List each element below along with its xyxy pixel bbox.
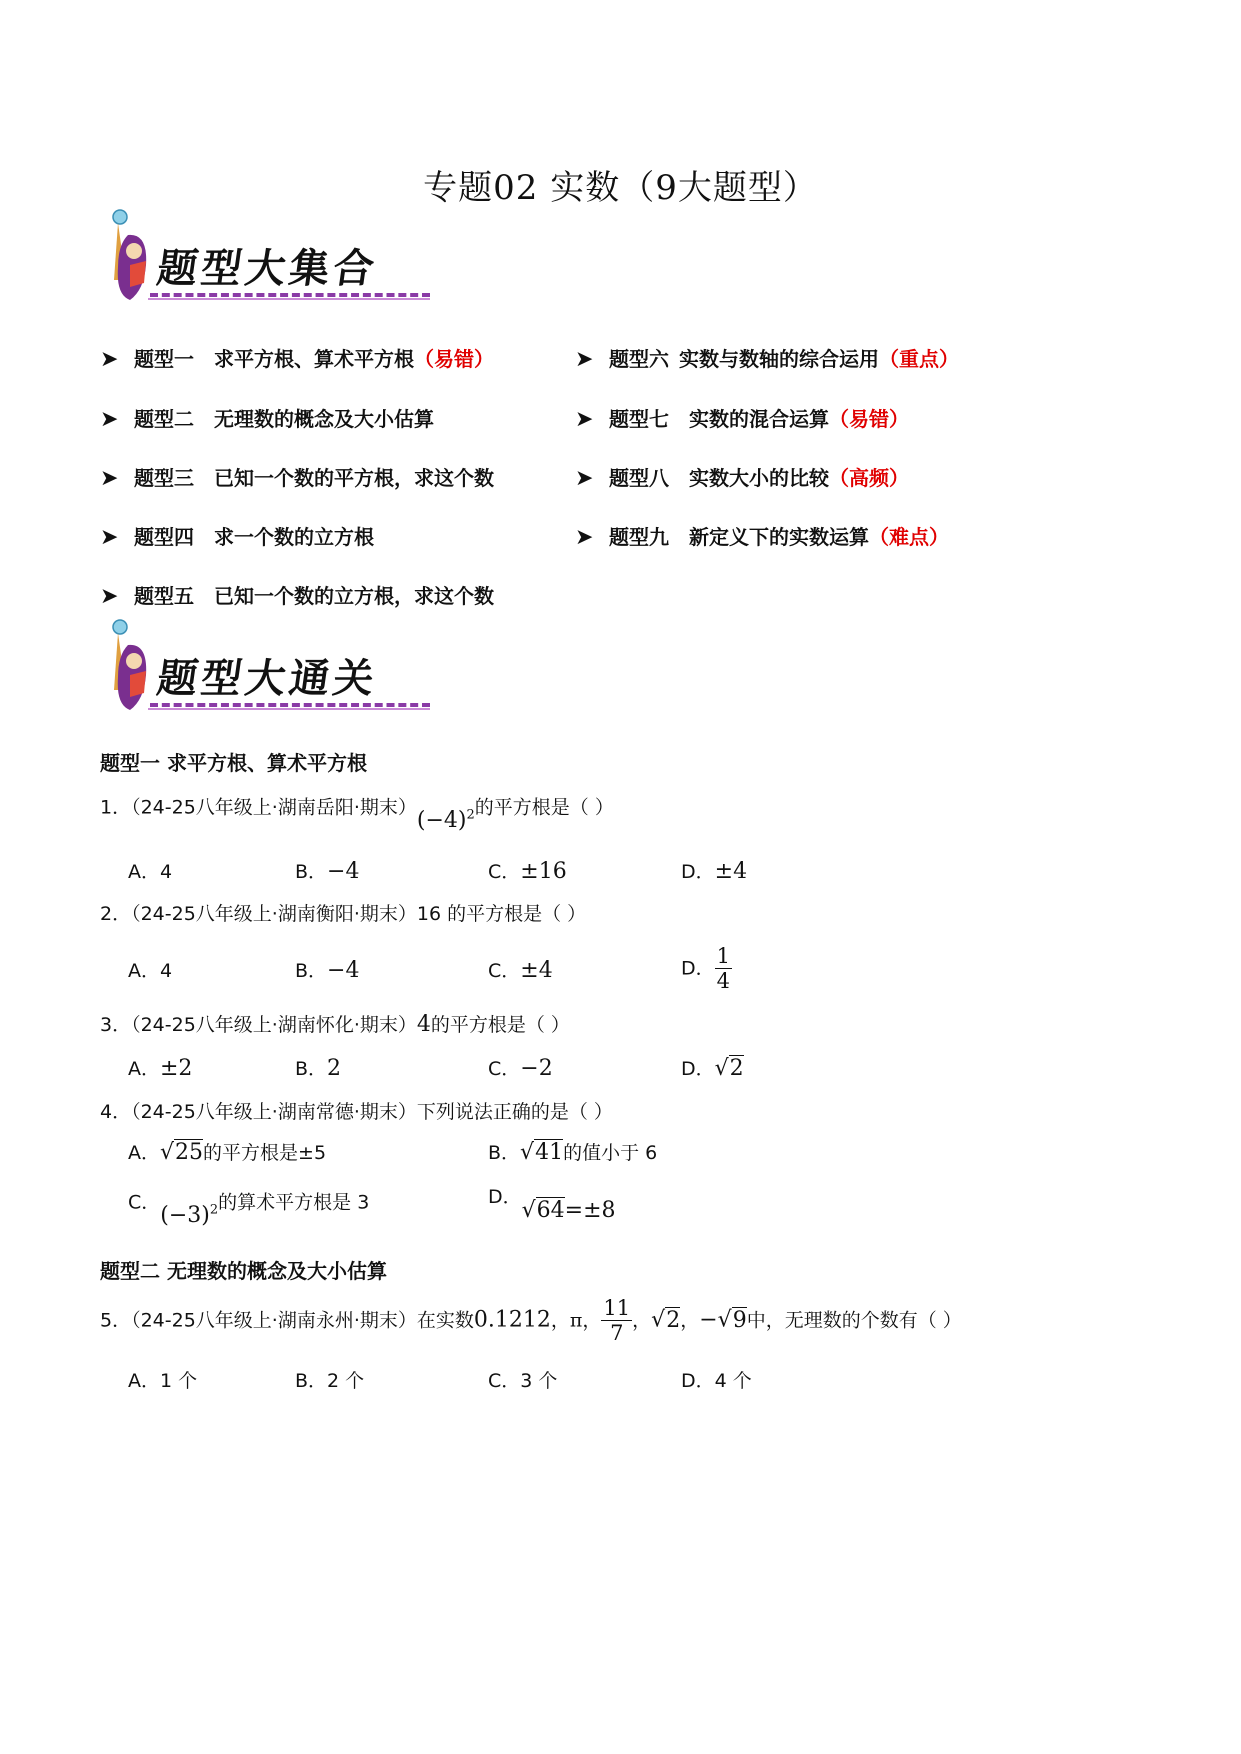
toc-item-1[interactable]: ➤ 题型一 求平方根、算术平方根（易错） bbox=[100, 344, 494, 374]
arrow-bullet-icon: ➤ bbox=[575, 525, 594, 550]
arrow-bullet-icon: ➤ bbox=[100, 347, 119, 372]
toc-item-3[interactable]: ➤ 题型三 已知一个数的平方根，求这个数 bbox=[100, 463, 494, 493]
arrow-bullet-icon: ➤ bbox=[100, 466, 119, 491]
radical-sign-icon: √ bbox=[714, 1056, 729, 1081]
toc-item-5[interactable]: ➤ 题型五 已知一个数的立方根，求这个数 bbox=[100, 581, 494, 611]
arrow-bullet-icon: ➤ bbox=[100, 584, 119, 609]
q4-option-d[interactable]: D．√64=±8 bbox=[488, 1186, 616, 1223]
toc-item-9[interactable]: ➤ 题型九 新定义下的实数运算（难点） bbox=[575, 522, 949, 552]
banner-pass-text: 题型大通关 bbox=[154, 655, 381, 702]
banner-underline-shadow bbox=[148, 708, 430, 710]
q1-option-b[interactable]: B．−4 bbox=[295, 859, 360, 884]
radical-sign-icon: √ bbox=[160, 1140, 175, 1165]
page-title: 专题02 实数（9大题型） bbox=[423, 168, 818, 208]
question-3: 3．（24-25八年级上·湖南怀化·期末）4的平方根是（ ） bbox=[100, 1012, 570, 1037]
arrow-bullet-icon: ➤ bbox=[100, 525, 119, 550]
q2-option-a[interactable]: A．4 bbox=[128, 960, 173, 982]
q5-option-c[interactable]: C．3 个 bbox=[488, 1370, 558, 1392]
q2-option-d[interactable]: D． $\frac{1}{4}$ bbox=[681, 944, 731, 993]
arrow-bullet-icon: ➤ bbox=[575, 466, 594, 491]
toc-item-7[interactable]: ➤ 题型七 实数的混合运算（易错） bbox=[575, 404, 909, 434]
toc-item-8[interactable]: ➤ 题型八 实数大小的比较（高频） bbox=[575, 463, 909, 493]
q1-option-d[interactable]: D．±4 bbox=[681, 859, 748, 884]
q4-option-b[interactable]: B．√41的值小于 6 bbox=[488, 1140, 658, 1165]
section-heading-2: 题型二 无理数的概念及大小估算 bbox=[100, 1259, 387, 1283]
q5-option-d[interactable]: D．4 个 bbox=[681, 1370, 752, 1392]
arrow-bullet-icon: ➤ bbox=[575, 407, 594, 432]
toc-item-2[interactable]: ➤ 题型二 无理数的概念及大小估算 bbox=[100, 404, 434, 434]
q3-option-c[interactable]: C．−2 bbox=[488, 1056, 553, 1081]
radical-sign-icon: √ bbox=[717, 1307, 732, 1333]
question-1: 1．（24-25八年级上·湖南岳阳·期末）$(-4)^2$的平方根是（ ） bbox=[100, 796, 614, 834]
q4-option-c[interactable]: C．$(-3)^2$的算术平方根是 3 bbox=[128, 1191, 370, 1229]
radical-sign-icon: √ bbox=[521, 1198, 536, 1223]
q1-option-a[interactable]: A．4 bbox=[128, 861, 173, 883]
question-2: 2．（24-25八年级上·湖南衡阳·期末）16 的平方根是（ ） bbox=[100, 903, 587, 925]
banner-collection-text: 题型大集合 bbox=[154, 245, 381, 292]
banner-underline bbox=[150, 703, 430, 707]
q2-option-c[interactable]: C．±4 bbox=[488, 958, 553, 983]
q5-option-b[interactable]: B．2 个 bbox=[295, 1370, 365, 1392]
section-heading-1: 题型一 求平方根、算术平方根 bbox=[100, 751, 367, 775]
question-5: 5．（24-25八年级上·湖南永州·期末）在实数0.1212，π， $\frac{11}{7}$ ，√2，−√9中，无理数的个数有（ ） bbox=[100, 1296, 962, 1345]
q3-option-d[interactable]: D．√2 bbox=[681, 1056, 744, 1081]
radical-sign-icon: √ bbox=[520, 1140, 535, 1165]
question-4: 4．（24-25八年级上·湖南常德·期末）下列说法正确的是（ ） bbox=[100, 1101, 613, 1123]
arrow-bullet-icon: ➤ bbox=[575, 347, 594, 372]
banner-underline bbox=[150, 293, 430, 297]
toc-item-4[interactable]: ➤ 题型四 求一个数的立方根 bbox=[100, 522, 374, 552]
arrow-bullet-icon: ➤ bbox=[100, 407, 119, 432]
q1-option-c[interactable]: C．±16 bbox=[488, 859, 567, 884]
radical-sign-icon: √ bbox=[651, 1307, 666, 1333]
q3-option-b[interactable]: B．2 bbox=[295, 1056, 342, 1081]
banner-collection bbox=[100, 205, 430, 315]
banner-underline-shadow bbox=[148, 298, 430, 300]
q2-option-b[interactable]: B．−4 bbox=[295, 958, 360, 983]
q5-option-a[interactable]: A．1 个 bbox=[128, 1370, 198, 1392]
q4-option-a[interactable]: A．√25的平方根是±5 bbox=[128, 1140, 327, 1165]
q3-option-a[interactable]: A．±2 bbox=[128, 1056, 193, 1081]
banner-pass bbox=[100, 615, 430, 725]
toc-item-6[interactable]: ➤ 题型六 实数与数轴的综合运用（重点） bbox=[575, 344, 959, 374]
